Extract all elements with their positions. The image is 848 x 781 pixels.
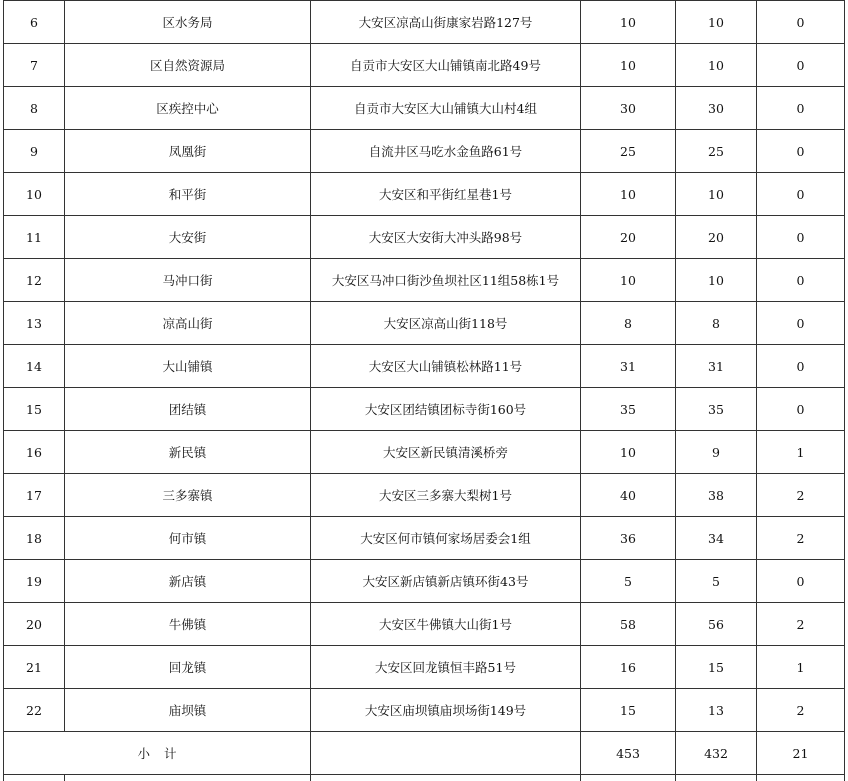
row-number-cell: 16 <box>4 431 65 474</box>
table-row <box>4 388 845 431</box>
address-cell: 大安区团结镇团标寺街160号 <box>311 388 581 431</box>
count-b-cell: 10 <box>676 1 757 44</box>
count-b-cell: 25 <box>676 130 757 173</box>
address-cell: 自流井区马吃水金鱼路61号 <box>311 130 581 173</box>
count-b-cell: 38 <box>676 474 757 517</box>
row-number-cell: 8 <box>4 87 65 130</box>
address-cell: 自贡市大安区大山铺镇大山村4组 <box>311 87 581 130</box>
empty-cell <box>311 775 581 781</box>
empty-cell <box>65 775 311 781</box>
address-cell: 大安区牛佛镇大山街1号 <box>311 603 581 646</box>
count-a-cell: 36 <box>581 517 676 560</box>
address-cell: 大安区凉高山街118号 <box>311 302 581 345</box>
count-a-cell: 10 <box>581 431 676 474</box>
count-a-cell: 10 <box>581 259 676 302</box>
unit-name-cell: 区水务局 <box>65 1 311 44</box>
address-cell: 大安区何市镇何家场居委会1组 <box>311 517 581 560</box>
table-row <box>4 345 845 388</box>
row-number-cell: 6 <box>4 1 65 44</box>
address-cell: 大安区三多寨大梨树1号 <box>311 474 581 517</box>
count-a-cell: 10 <box>581 1 676 44</box>
count-a-cell: 35 <box>581 388 676 431</box>
table-row <box>4 130 845 173</box>
unit-name-cell: 大安街 <box>65 216 311 259</box>
count-a-cell: 10 <box>581 173 676 216</box>
empty-cell <box>676 775 757 781</box>
table-row <box>4 689 845 732</box>
table-row <box>4 474 845 517</box>
subtotal-address-cell <box>311 732 581 775</box>
table-row <box>4 431 845 474</box>
count-c-cell: 0 <box>757 345 845 388</box>
count-a-cell: 40 <box>581 474 676 517</box>
unit-name-cell: 何市镇 <box>65 517 311 560</box>
count-b-cell: 10 <box>676 173 757 216</box>
row-number-cell: 18 <box>4 517 65 560</box>
address-cell: 大安区回龙镇恒丰路51号 <box>311 646 581 689</box>
unit-name-cell: 区疾控中心 <box>65 87 311 130</box>
subtotal-b-cell: 432 <box>676 732 757 775</box>
count-c-cell: 1 <box>757 646 845 689</box>
count-b-cell: 8 <box>676 302 757 345</box>
count-b-cell: 56 <box>676 603 757 646</box>
count-c-cell: 0 <box>757 1 845 44</box>
row-number-cell: 12 <box>4 259 65 302</box>
unit-name-cell: 庙坝镇 <box>65 689 311 732</box>
table-row <box>4 646 845 689</box>
subtotal-row <box>4 732 845 775</box>
count-c-cell: 0 <box>757 560 845 603</box>
subtotal-a-cell: 453 <box>581 732 676 775</box>
empty-cell <box>4 775 65 781</box>
unit-name-cell: 新民镇 <box>65 431 311 474</box>
subtotal-label: 小计 <box>4 732 311 775</box>
subtotal-c-cell: 21 <box>757 732 845 775</box>
unit-name-cell: 凤凰街 <box>65 130 311 173</box>
count-b-cell: 20 <box>676 216 757 259</box>
unit-name-cell: 新店镇 <box>65 560 311 603</box>
unit-name-cell: 大山铺镇 <box>65 345 311 388</box>
count-c-cell: 2 <box>757 474 845 517</box>
count-a-cell: 10 <box>581 44 676 87</box>
unit-name-cell: 三多寨镇 <box>65 474 311 517</box>
table-row <box>4 302 845 345</box>
row-number-cell: 19 <box>4 560 65 603</box>
count-c-cell: 2 <box>757 689 845 732</box>
table-row <box>4 173 845 216</box>
count-c-cell: 0 <box>757 259 845 302</box>
unit-name-cell: 区自然资源局 <box>65 44 311 87</box>
address-cell: 大安区新民镇清溪桥旁 <box>311 431 581 474</box>
empty-cell <box>757 775 845 781</box>
table-row <box>4 517 845 560</box>
row-number-cell: 9 <box>4 130 65 173</box>
count-c-cell: 2 <box>757 517 845 560</box>
row-number-cell: 13 <box>4 302 65 345</box>
table-row <box>4 560 845 603</box>
count-b-cell: 15 <box>676 646 757 689</box>
count-a-cell: 58 <box>581 603 676 646</box>
unit-name-cell: 牛佛镇 <box>65 603 311 646</box>
count-a-cell: 5 <box>581 560 676 603</box>
count-b-cell: 5 <box>676 560 757 603</box>
unit-name-cell: 团结镇 <box>65 388 311 431</box>
unit-name-cell: 回龙镇 <box>65 646 311 689</box>
count-a-cell: 25 <box>581 130 676 173</box>
table-body <box>4 1 845 781</box>
unit-name-cell: 和平街 <box>65 173 311 216</box>
count-c-cell: 1 <box>757 431 845 474</box>
row-number-cell: 7 <box>4 44 65 87</box>
count-c-cell: 0 <box>757 44 845 87</box>
address-cell: 大安区马冲口街沙鱼坝社区11组58栋1号 <box>311 259 581 302</box>
row-number-cell: 10 <box>4 173 65 216</box>
table-row <box>4 216 845 259</box>
count-b-cell: 10 <box>676 44 757 87</box>
count-c-cell: 0 <box>757 130 845 173</box>
table-row-cutoff <box>4 775 845 781</box>
count-b-cell: 34 <box>676 517 757 560</box>
table-row <box>4 87 845 130</box>
count-c-cell: 0 <box>757 388 845 431</box>
row-number-cell: 22 <box>4 689 65 732</box>
address-cell: 大安区和平街红星巷1号 <box>311 173 581 216</box>
table-row <box>4 603 845 646</box>
row-number-cell: 11 <box>4 216 65 259</box>
table-row <box>4 44 845 87</box>
count-b-cell: 35 <box>676 388 757 431</box>
address-cell: 大安区新店镇新店镇环街43号 <box>311 560 581 603</box>
count-c-cell: 2 <box>757 603 845 646</box>
count-a-cell: 31 <box>581 345 676 388</box>
count-c-cell: 0 <box>757 302 845 345</box>
count-a-cell: 30 <box>581 87 676 130</box>
row-number-cell: 15 <box>4 388 65 431</box>
table-row <box>4 1 845 44</box>
count-b-cell: 31 <box>676 345 757 388</box>
address-cell: 大安区大安街大冲头路98号 <box>311 216 581 259</box>
count-a-cell: 20 <box>581 216 676 259</box>
address-cell: 自贡市大安区大山铺镇南北路49号 <box>311 44 581 87</box>
row-number-cell: 17 <box>4 474 65 517</box>
address-cell: 大安区庙坝镇庙坝场街149号 <box>311 689 581 732</box>
unit-name-cell: 凉高山街 <box>65 302 311 345</box>
count-c-cell: 0 <box>757 87 845 130</box>
count-b-cell: 13 <box>676 689 757 732</box>
count-b-cell: 30 <box>676 87 757 130</box>
count-c-cell: 0 <box>757 216 845 259</box>
table-row <box>4 259 845 302</box>
count-b-cell: 10 <box>676 259 757 302</box>
row-number-cell: 14 <box>4 345 65 388</box>
address-cell: 大安区大山铺镇松林路11号 <box>311 345 581 388</box>
address-cell: 大安区凉高山街康家岩路127号 <box>311 1 581 44</box>
count-a-cell: 8 <box>581 302 676 345</box>
count-a-cell: 16 <box>581 646 676 689</box>
unit-name-cell: 马冲口街 <box>65 259 311 302</box>
row-number-cell: 20 <box>4 603 65 646</box>
data-table <box>3 0 845 781</box>
count-b-cell: 9 <box>676 431 757 474</box>
empty-cell <box>581 775 676 781</box>
count-a-cell: 15 <box>581 689 676 732</box>
row-number-cell: 21 <box>4 646 65 689</box>
count-c-cell: 0 <box>757 173 845 216</box>
